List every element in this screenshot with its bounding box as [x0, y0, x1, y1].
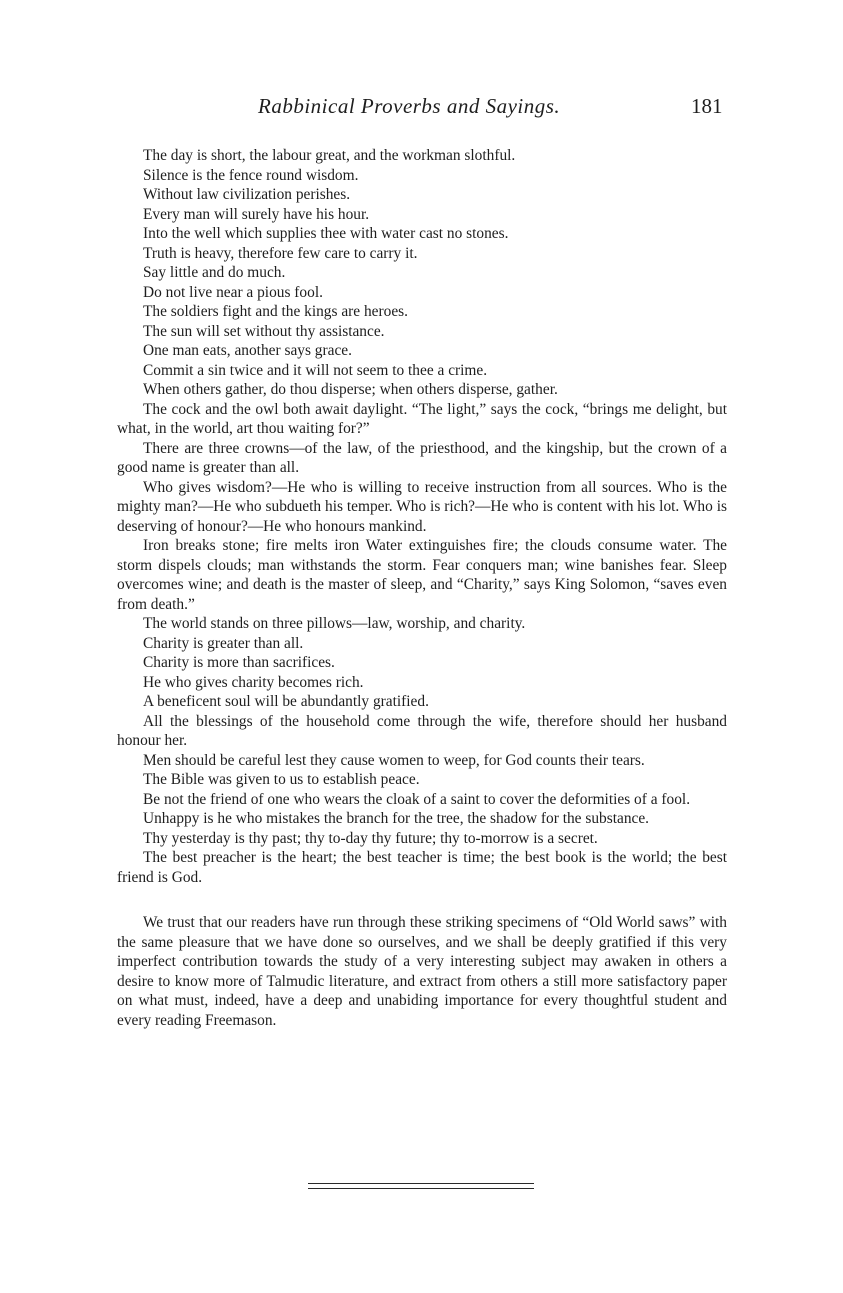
proverb: The world stands on three pillows—law, worship, and charity. [143, 615, 526, 632]
proverb: Charity is more than sacrifices. [143, 654, 335, 671]
proverb: Iron breaks stone; fire melts iron Water extinguishes fire; the clouds consume water. The storm dispels clouds; man withstands the storm. Fear conquers man; wine banishes fear. Sleep overcomes wine; and death is the master of sleep, and “Charity,” says King Solomon, “saves even from death.” [117, 537, 727, 613]
proverb: A beneficent soul will be abundantly gratified. [143, 693, 429, 710]
proverb: Be not the friend of one who wears the cloak of a saint to cover the deformities of a fool. [143, 790, 691, 808]
proverb: When others gather, do thou disperse; when others disperse, gather. [143, 381, 558, 398]
proverb: Commit a sin twice and it will not seem to thee a crime. [143, 361, 488, 379]
proverb: Who gives wisdom?—He who is willing to receive instruction from all sources. Who is the mighty man?—He who subdueth his temper. Who is rich?—He who is content with his lot. Who is deserving of honour?—He who honours mankind. [117, 478, 727, 535]
proverb: Into the well which supplies thee with water cast no stones. [143, 225, 509, 242]
proverb: The soldiers fight and the kings are heroes. [143, 303, 408, 320]
proverb: Truth is heavy, therefore few care to carry it. [143, 244, 418, 262]
proverb: There are three crowns—of the law, of the priesthood, and the kingship, but the crown of a good name is greater than all. [117, 439, 727, 476]
proverb: The day is short, the labour great, and the workman slothful. [143, 147, 516, 164]
proverb: The Bible was given to us to establish peace. [143, 771, 420, 788]
article-body [117, 146, 727, 1030]
proverb: Every man will surely have his hour. [143, 205, 370, 223]
page-number: 181 [691, 94, 723, 118]
proverb: Say little and do much. [143, 264, 286, 281]
proverb: All the blessings of the household come through the wife, therefore should her husband honour her. [117, 712, 727, 749]
proverb: Charity is greater than all. [143, 634, 304, 652]
end-rule-top [308, 1183, 534, 1184]
proverb: Men should be careful lest they cause women to weep, for God counts their tears. [143, 751, 645, 769]
proverb: The cock and the owl both await daylight. “The light,” says the cock, “brings me delight, but what, in the world, art thou waiting for?” [117, 400, 727, 437]
proverb: Without law civilization perishes. [143, 186, 351, 203]
proverb: One man eats, another says grace. [143, 342, 352, 359]
proverb: Unhappy is he who mistakes the branch for the tree, the shadow for the substance. [143, 810, 650, 827]
proverb: Do not live near a pious fool. [143, 283, 323, 301]
proverb: Thy yesterday is thy past; thy to-day thy future; thy to-morrow is a secret. [143, 829, 598, 847]
proverb: The best preacher is the heart; the best teacher is time; the best book is the world; the best friend is God. [117, 849, 727, 886]
proverb: The sun will set without thy assistance. [143, 322, 385, 340]
running-title: Rabbinical Proverbs and Sayings. [258, 94, 561, 118]
closing-paragraph: We trust that our readers have run through these striking specimens of “Old World saws” with the same pleasure that we have done so ourselves, and we shall be deeply gratified if this very imperfect contribution towards the study of a very interesting subject may awaken in others a desire to know more of Talmudic literature, and extract from others a still more satisfactory paper on what must, indeed, have a deep and unabiding importance for every thoughtful student and every reading Freemason. [117, 914, 727, 1029]
proverb: Silence is the fence round wisdom. [143, 166, 359, 184]
end-rule-bottom [308, 1188, 534, 1189]
proverb: He who gives charity becomes rich. [143, 673, 364, 691]
